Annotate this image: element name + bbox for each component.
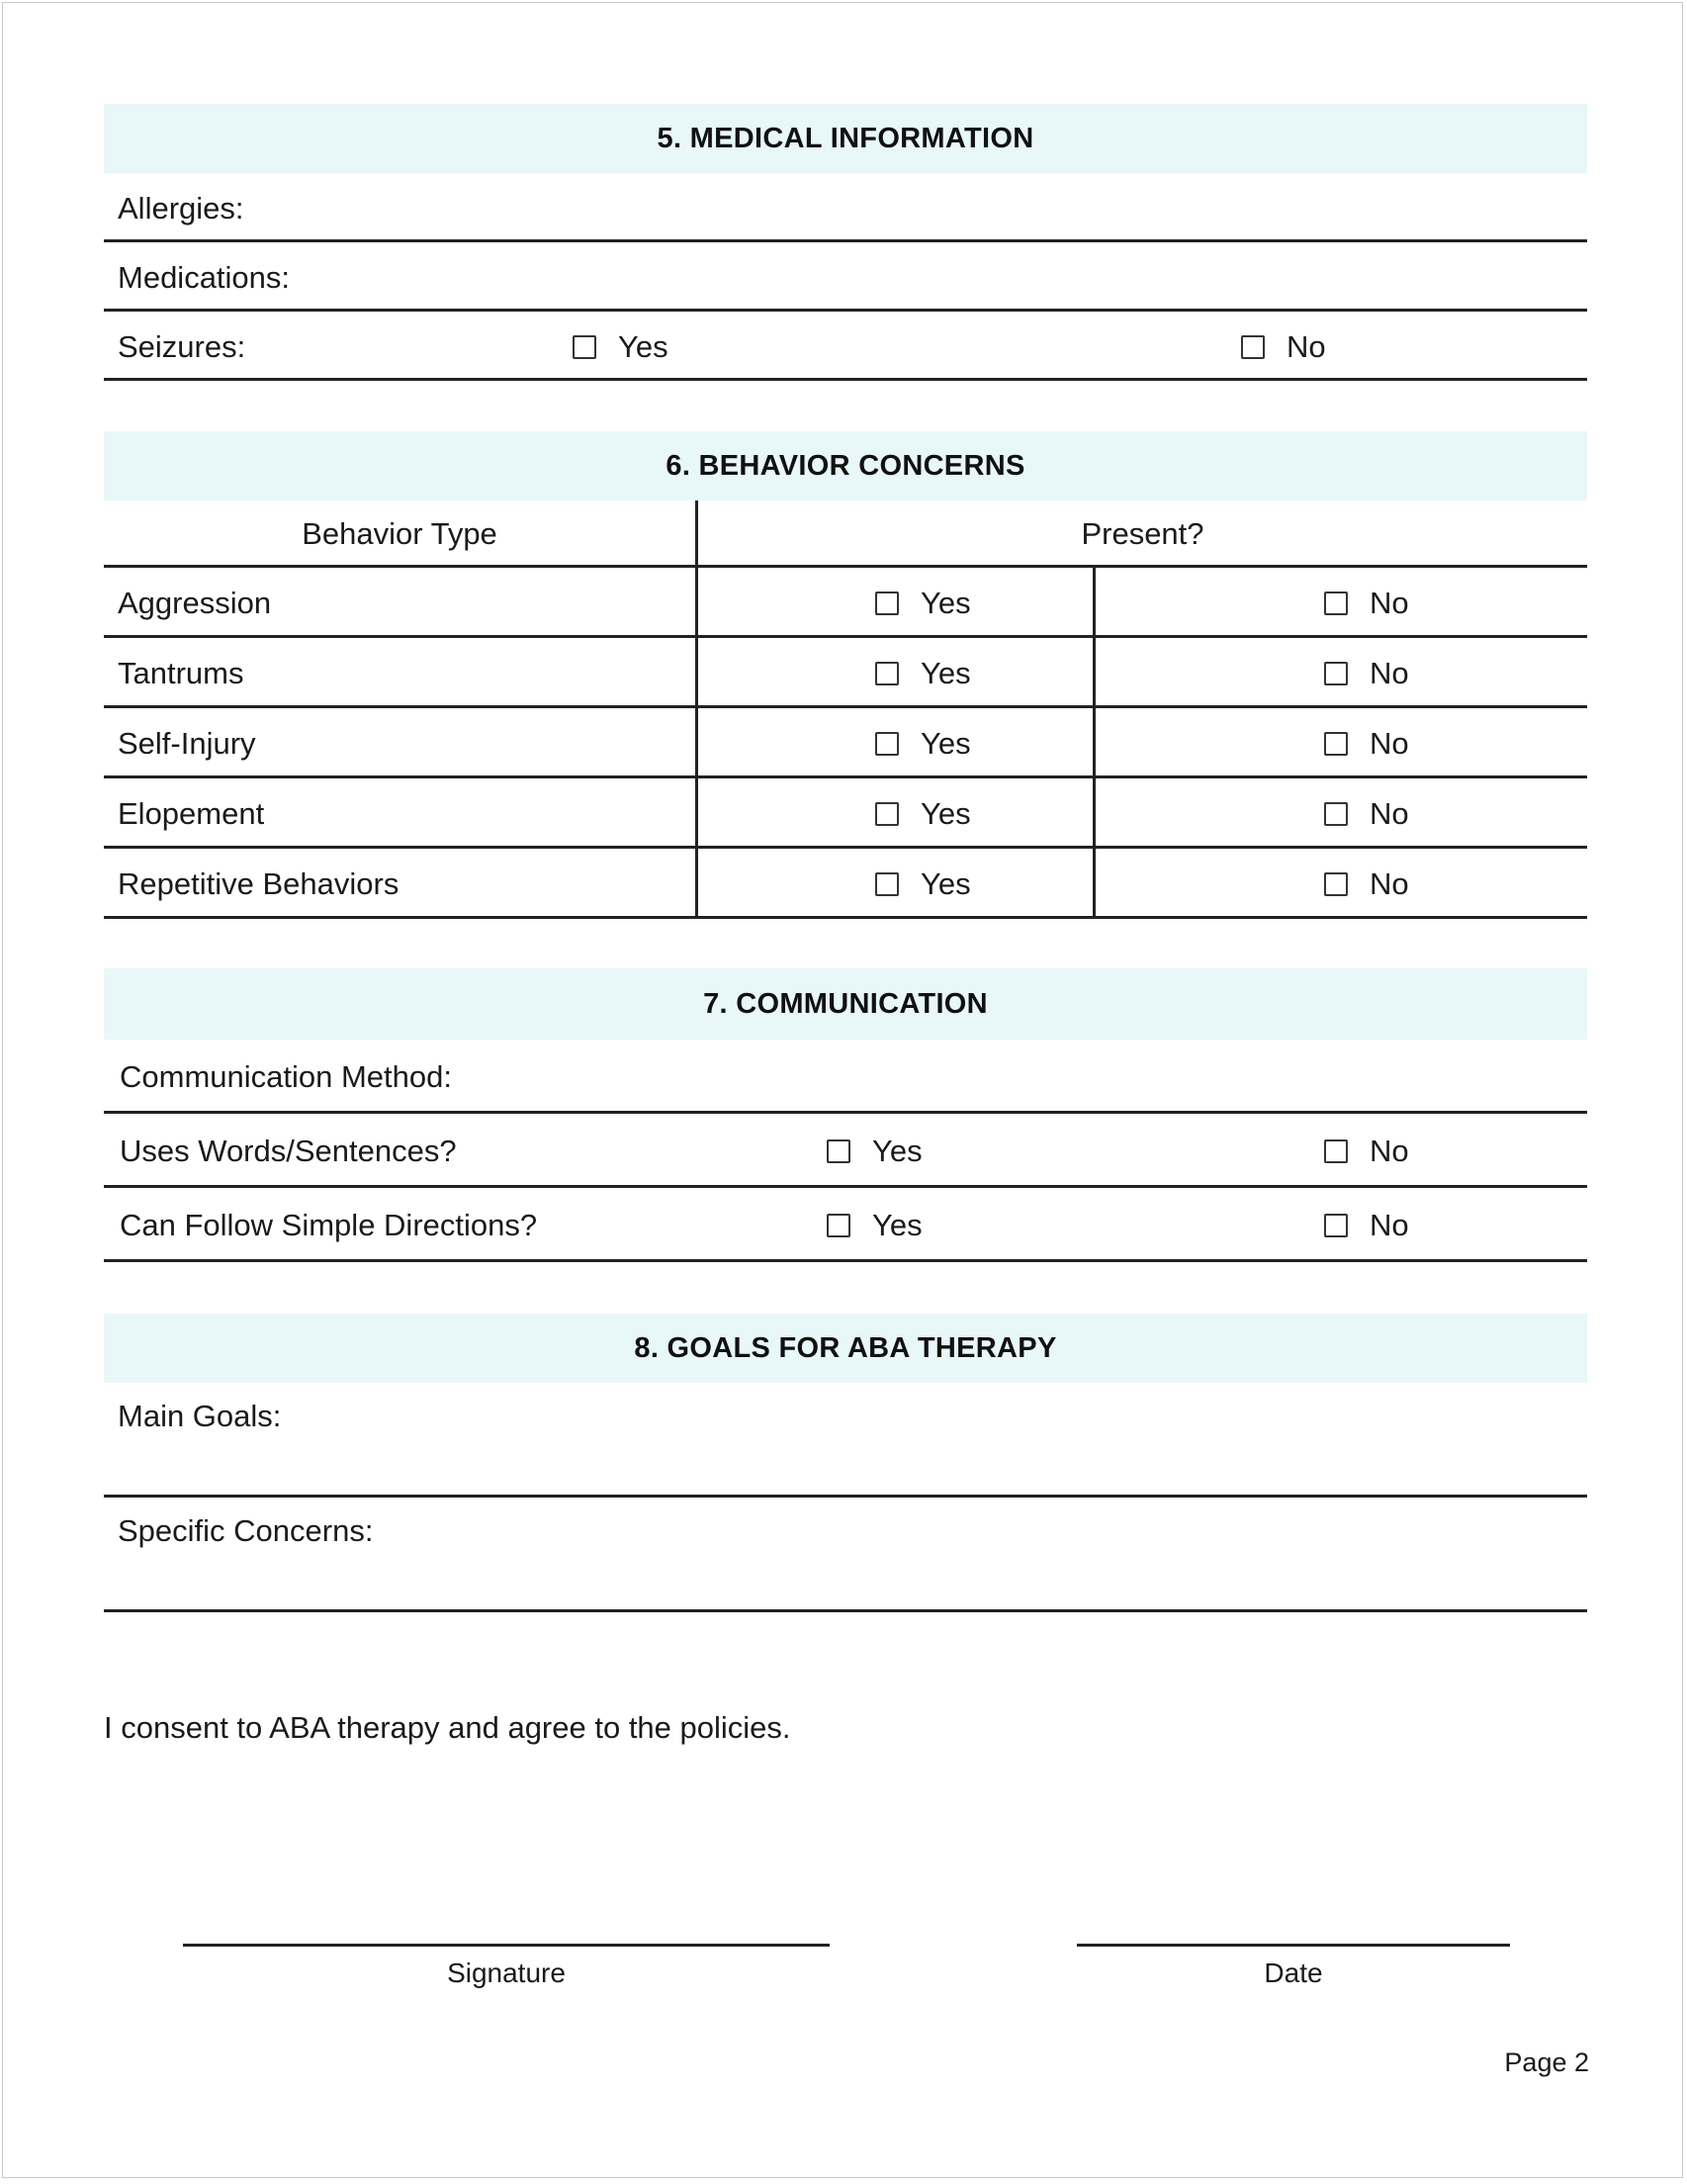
self-injury-yes-checkbox[interactable]	[875, 726, 971, 762]
date-line[interactable]	[1077, 1944, 1510, 1947]
checkbox-icon	[1324, 802, 1348, 826]
checkbox-label: Yes	[872, 1134, 923, 1168]
checkbox-label: No	[1287, 329, 1326, 364]
allergies-label: Allergies:	[118, 191, 244, 226]
checkbox-icon	[573, 335, 596, 359]
follow-directions-row	[104, 1188, 1587, 1262]
goals-section-title: 8. GOALS FOR ABA THERAPY	[104, 1314, 1587, 1383]
form-page	[2, 2, 1683, 2178]
main-goals-label: Main Goals:	[118, 1399, 282, 1433]
aggression-no-checkbox[interactable]	[1324, 586, 1409, 621]
behavior-table	[104, 500, 1587, 919]
allergies-field[interactable]	[104, 173, 1587, 242]
elopement-no-checkbox[interactable]	[1324, 796, 1409, 832]
checkbox-label: No	[1370, 796, 1409, 831]
tantrums-yes-checkbox[interactable]	[875, 656, 971, 691]
checkbox-icon	[875, 662, 899, 685]
uses-words-yes-checkbox[interactable]	[827, 1134, 923, 1169]
table-row	[104, 778, 1587, 849]
follow-directions-label: Can Follow Simple Directions?	[120, 1208, 538, 1242]
checkbox-label: Yes	[921, 866, 971, 901]
checkbox-icon	[1324, 1139, 1348, 1163]
signature-line[interactable]	[183, 1944, 830, 1947]
behavior-label: Aggression	[118, 586, 272, 620]
behavior-section	[104, 431, 1587, 919]
seizures-no-checkbox[interactable]	[1241, 329, 1326, 365]
checkbox-icon	[1324, 732, 1348, 756]
checkbox-label: Yes	[618, 329, 668, 364]
communication-method-field[interactable]	[104, 1040, 1587, 1114]
checkbox-icon	[1324, 1214, 1348, 1237]
checkbox-icon	[875, 872, 899, 896]
specific-concerns-label: Specific Concerns:	[118, 1513, 374, 1548]
communication-section-title: 7. COMMUNICATION	[104, 968, 1587, 1040]
checkbox-icon	[875, 592, 899, 615]
checkbox-icon	[1324, 662, 1348, 685]
medications-field[interactable]	[104, 242, 1587, 312]
checkbox-label: No	[1370, 866, 1409, 901]
specific-concerns-field[interactable]	[104, 1498, 1587, 1612]
uses-words-row	[104, 1114, 1587, 1188]
behavior-label: Self-Injury	[118, 726, 256, 761]
checkbox-label: Yes	[921, 726, 971, 761]
self-injury-no-checkbox[interactable]	[1324, 726, 1409, 762]
table-row	[104, 638, 1587, 708]
seizures-row	[104, 312, 1587, 381]
seizures-label: Seizures:	[118, 329, 246, 364]
checkbox-icon	[875, 732, 899, 756]
communication-method-label: Communication Method:	[120, 1059, 452, 1094]
repetitive-no-checkbox[interactable]	[1324, 866, 1409, 902]
checkbox-label: No	[1370, 1208, 1409, 1242]
behavior-label: Tantrums	[118, 656, 244, 690]
checkbox-label: Yes	[872, 1208, 923, 1242]
checkbox-label: No	[1370, 586, 1409, 620]
behavior-section-title: 6. BEHAVIOR CONCERNS	[104, 431, 1587, 500]
uses-words-label: Uses Words/Sentences?	[120, 1134, 457, 1168]
uses-words-no-checkbox[interactable]	[1324, 1134, 1409, 1169]
checkbox-label: Yes	[921, 656, 971, 690]
medical-section-title: 5. MEDICAL INFORMATION	[104, 104, 1587, 173]
date-label: Date	[1264, 1957, 1323, 1988]
follow-directions-no-checkbox[interactable]	[1324, 1208, 1409, 1243]
checkbox-icon	[827, 1214, 850, 1237]
behavior-type-header: Behavior Type	[302, 516, 497, 551]
table-row	[104, 708, 1587, 778]
follow-directions-yes-checkbox[interactable]	[827, 1208, 923, 1243]
checkbox-label: Yes	[921, 586, 971, 620]
table-row	[104, 849, 1587, 919]
medications-label: Medications:	[118, 260, 291, 295]
checkbox-label: No	[1370, 656, 1409, 690]
behavior-label: Repetitive Behaviors	[118, 866, 400, 901]
checkbox-icon	[1324, 592, 1348, 615]
tantrums-no-checkbox[interactable]	[1324, 656, 1409, 691]
behavior-label: Elopement	[118, 796, 265, 831]
main-goals-field[interactable]	[104, 1383, 1587, 1498]
seizures-yes-checkbox[interactable]	[573, 329, 668, 365]
checkbox-label: No	[1370, 1134, 1409, 1168]
communication-section	[104, 968, 1587, 1262]
checkbox-icon	[1324, 872, 1348, 896]
goals-section	[104, 1314, 1587, 1612]
present-header: Present?	[1081, 516, 1204, 551]
table-row	[104, 568, 1587, 638]
aggression-yes-checkbox[interactable]	[875, 586, 971, 621]
checkbox-label: No	[1370, 726, 1409, 761]
signature-label: Signature	[447, 1957, 566, 1988]
elopement-yes-checkbox[interactable]	[875, 796, 971, 832]
checkbox-icon	[827, 1139, 850, 1163]
checkbox-icon	[875, 802, 899, 826]
repetitive-yes-checkbox[interactable]	[875, 866, 971, 902]
checkbox-label: Yes	[921, 796, 971, 831]
consent-statement: I consent to ABA therapy and agree to the policies.	[104, 1710, 791, 1745]
medical-section	[104, 104, 1587, 381]
page-number: Page 2	[1504, 2048, 1589, 2077]
checkbox-icon	[1241, 335, 1265, 359]
behavior-table-header	[104, 500, 1587, 568]
